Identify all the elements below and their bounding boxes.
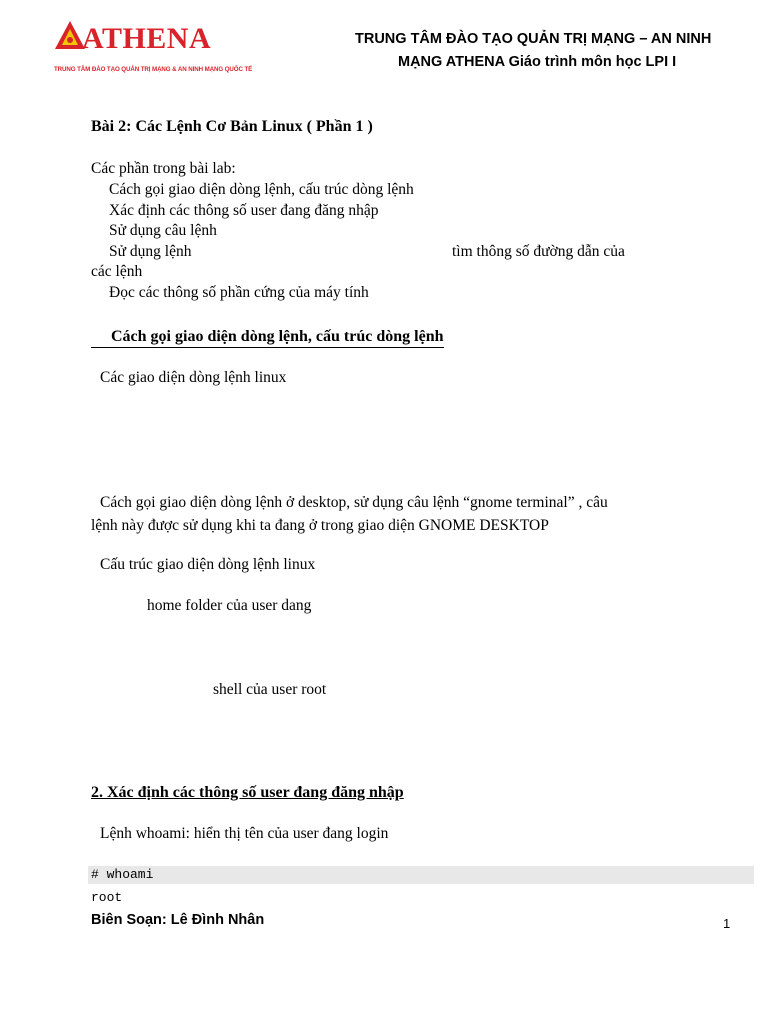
- athena-logo: [54, 14, 253, 82]
- annotation-home-folder: home folder của user dang: [147, 597, 312, 614]
- section-2-heading: 2. Xác định các thông số user đang đăng nhập: [91, 784, 404, 801]
- part-item-4: Sử dụng lệnh: [109, 243, 192, 260]
- section-2-paragraph-1: Lệnh whoami: hiển thị tên của user đang login: [100, 825, 389, 842]
- section-1-paragraph-2-line-2: lệnh này được sử dụng khi ta đang ở trong giao diện GNOME DESKTOP: [91, 517, 549, 534]
- part-item-1: Cách gọi giao diện dòng lệnh, cấu trúc dòng lệnh: [109, 181, 414, 198]
- logo-tagline: TRUNG TÂM ĐÀO TẠO QUẢN TRỊ MẠNG & AN NINH MẠNG QUỐC TẾ: [54, 66, 253, 73]
- header-line-2: MẠNG ATHENA Giáo trình môn học LPI I: [398, 54, 677, 70]
- part-item-4-tail: tìm thông số đường dẫn của: [452, 243, 625, 260]
- header-line-1: TRUNG TÂM ĐÀO TẠO QUẢN TRỊ MẠNG – AN NINH: [355, 31, 712, 47]
- part-item-5: Đọc các thông số phần cứng của máy tính: [109, 284, 369, 301]
- logo-wordmark: ATHENA: [82, 22, 212, 55]
- code-block-background: [88, 866, 754, 884]
- annotation-shell: shell của user root: [213, 681, 327, 698]
- part-item-3: Sử dụng câu lệnh: [109, 222, 217, 239]
- code-command: # whoami: [91, 867, 154, 882]
- parts-intro: Các phần trong bài lab:: [91, 160, 236, 177]
- section-1-heading-text: Cách gọi giao diện dòng lệnh, cấu trúc dòng lệnh: [111, 328, 444, 345]
- section-1-paragraph-2-line-1: Cách gọi giao diện dòng lệnh ở desktop, sử dụng câu lệnh “gnome terminal” , câu: [100, 494, 608, 511]
- footer-author: Biên Soạn: Lê Đình Nhân: [91, 912, 265, 928]
- section-1-paragraph-1: Các giao diện dòng lệnh linux: [100, 369, 287, 386]
- lesson-title: Bài 2: Các Lệnh Cơ Bản Linux ( Phần 1 ): [91, 118, 373, 135]
- section-1-paragraph-3: Cấu trúc giao diện dòng lệnh linux: [100, 556, 316, 573]
- page-number: 1: [723, 916, 731, 931]
- part-item-2: Xác định các thông số user đang đăng nhập: [109, 202, 379, 219]
- part-item-4-wrap: các lệnh: [91, 263, 143, 280]
- section-1-heading: [91, 328, 444, 348]
- code-output: root: [91, 890, 123, 905]
